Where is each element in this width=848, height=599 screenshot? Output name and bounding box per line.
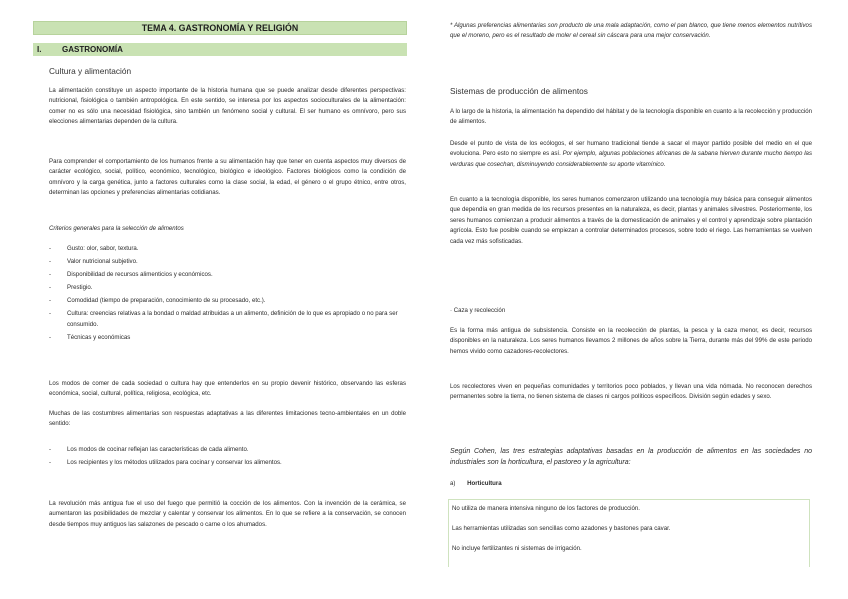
list-item: - Gusto: olor, sabor, textura.	[49, 245, 139, 252]
box-line: Las herramientas utilizadas son sencillas como azadones y bastones para cavar.	[452, 525, 671, 532]
subsection-title: Horticultura	[467, 480, 502, 487]
footnote: * Algunas preferencias alimentarias son producto de una mala adaptación, como el pan blanco, que tiene menos elementos nutritivos que el moreno, pero es el resultado de moler el cereal sin cáscara para una mejor conservación.	[450, 22, 812, 40]
paragraph-subsistencia: Es la forma más antigua de subsistencia. Consiste en la recolección de plantas, la pesca y la caza menor, es decir, recursos disponibles en la naturaleza. Los seres humanos llevamos 2 millones de años sobre la Tierra, durante más del 99% de este periodo hemos vivido como cazadores-recolectores.	[450, 327, 812, 355]
list-item: - Disponibilidad de recursos alimenticios y económicos.	[49, 271, 213, 279]
subsection-label: a)	[450, 480, 456, 487]
box-line: No incluye fertilizantes ni sistemas de irrigación.	[452, 545, 582, 552]
section-header	[33, 43, 407, 56]
caza-heading: · Caza y recolección	[450, 307, 506, 314]
paragraph-tecnologia: En cuanto a la tecnología disponible, los seres humanos comenzaron utilizando una tecnología muy básica para conseguir alimentos que dependía en gran medida de los recursos presentes en la naturaleza, es decir, plantas y animales silvestres. Posteriormente, los seres humanos comienzan a producir alimentos a través de la domesticación de animales y el control y aprendizaje sobre plantación agrícola. Esto fue posible cuando se empiezan a controlar determinados procesos, sobre todo el riego. Las herramientas se vuelven cada vez más sofisticadas.	[450, 196, 812, 245]
box-line: No utiliza de manera intensiva ninguno de los factores de producción.	[452, 505, 641, 512]
list-item: - Valor nutricional subjetivo.	[49, 258, 138, 266]
list-item: - Los recipientes y los métodos utilizados para cocinar y conservar los alimentos.	[49, 459, 282, 467]
paragraph-revolucion: La revolución más antigua fue el uso del fuego que permitió la cocción de los alimentos. Con la invención de la cerámica, se aumentaron las posibilidades de mezclar y calentar y conservar los alimentos. En lo que se refiere a la conservación, se conocen desde tiempos muy antiguos las salazones de pescado o carne o los ahumados.	[49, 500, 406, 528]
adaptive-list	[49, 445, 406, 471]
paragraph-ecologos: Desde el punto de vista de los ecólogos, el ser humano tradicional tiende a sacar el mayor partido posible del medio en el que evoluciona. Pero esto no siempre es así. Por ejemplo, algunas poblaciones africanas de la sabana hierven durante mucho tiempo las verduras que cosechan, disminuyendo considerablemente su aporte vitamínico.	[450, 140, 812, 168]
subsection-horticultura	[450, 479, 650, 489]
paragraph-modos-comer: Los modos de comer de cada sociedad o cultura hay que entenderlos en su propio devenir histórico, observando las esferas económica, social, cultural, política, religiosa, ecológica, etc.	[49, 380, 406, 398]
paragraph-comportamiento: Para comprender el comportamiento de los humanos frente a su alimentación hay que tener en cuenta aspectos muy diversos de carácter ecológico, social, político, económico, tecnológico, biológico e ideológico. Factores biológicos como la condición de omnívoro y la carga genética, junto a factores culturales como la clase social, la edad, el género o el grupo étnico, entre otros, determinan las opciones y preferencias alimentarias cotidianas.	[49, 158, 406, 197]
list-item: - Prestigio.	[49, 284, 93, 292]
section-title: GASTRONOMÍA	[62, 45, 123, 54]
criteria-list	[49, 244, 406, 346]
paragraph-historia: A lo largo de la historia, la alimentación ha dependido del hábitat y de la tecnología disponible en cuanto a la recolección y producción de alimentos.	[450, 108, 812, 126]
paragraph-alimentacion: La alimentación constituye un aspecto importante de la historia humana que se puede analizar desde diferentes perspectivas: nutricional, fisiológica o también antropológica. En este sentido, se interesa por los aspectos socioculturales de la alimentación: comer no es sólo una necesidad fisiológica, sino también un fenómeno social y cultural. El ser humano es omnívoro, pero sus elecciones alimentarias dependen de la cultura.	[49, 87, 406, 126]
paragraph-recolectores: Los recolectores viven en pequeñas comunidades y territorios poco poblados, y llevan una vida nómada. No reconocen derechos permanentes sobre la tierra, no tienen sistema de clases ni cargos políticos específicos. División según edades y sexo.	[450, 383, 812, 401]
topic-title: TEMA 4. GASTRONOMÍA Y RELIGIÓN	[33, 21, 407, 35]
section-number: I.	[37, 45, 42, 54]
list-item: - Cultura: creencias relativas a la bondad o maldad atribuidas a un alimento, definición de lo que es apropiado o no para ser consumido.	[49, 310, 398, 328]
list-item: - Técnicas y económicas	[49, 333, 131, 341]
list-item: - Comodidad (tiempo de preparación, conocimiento de su procesado, etc.).	[49, 297, 266, 305]
horticultura-box	[448, 499, 810, 567]
subheading-cultura: Cultura y alimentación	[49, 66, 132, 76]
paragraph-cohen: Según Cohen, las tres estrategias adaptativas basadas en la producción de alimentos en las sociedades no industriales son la horticultura, el pastoreo y la agricultura:	[450, 448, 812, 466]
list-item: - Los modos de cocinar reflejan las características de cada alimento.	[49, 446, 249, 453]
criteria-heading: Criterios generales para la selección de alimentos	[49, 225, 184, 232]
heading-sistemas: Sistemas de producción de alimentos	[450, 86, 588, 96]
paragraph-costumbres: Muchas de las costumbres alimentarias son respuestas adaptativas a las diferentes limitaciones tecno-ambientales en un doble sentido:	[49, 410, 406, 428]
